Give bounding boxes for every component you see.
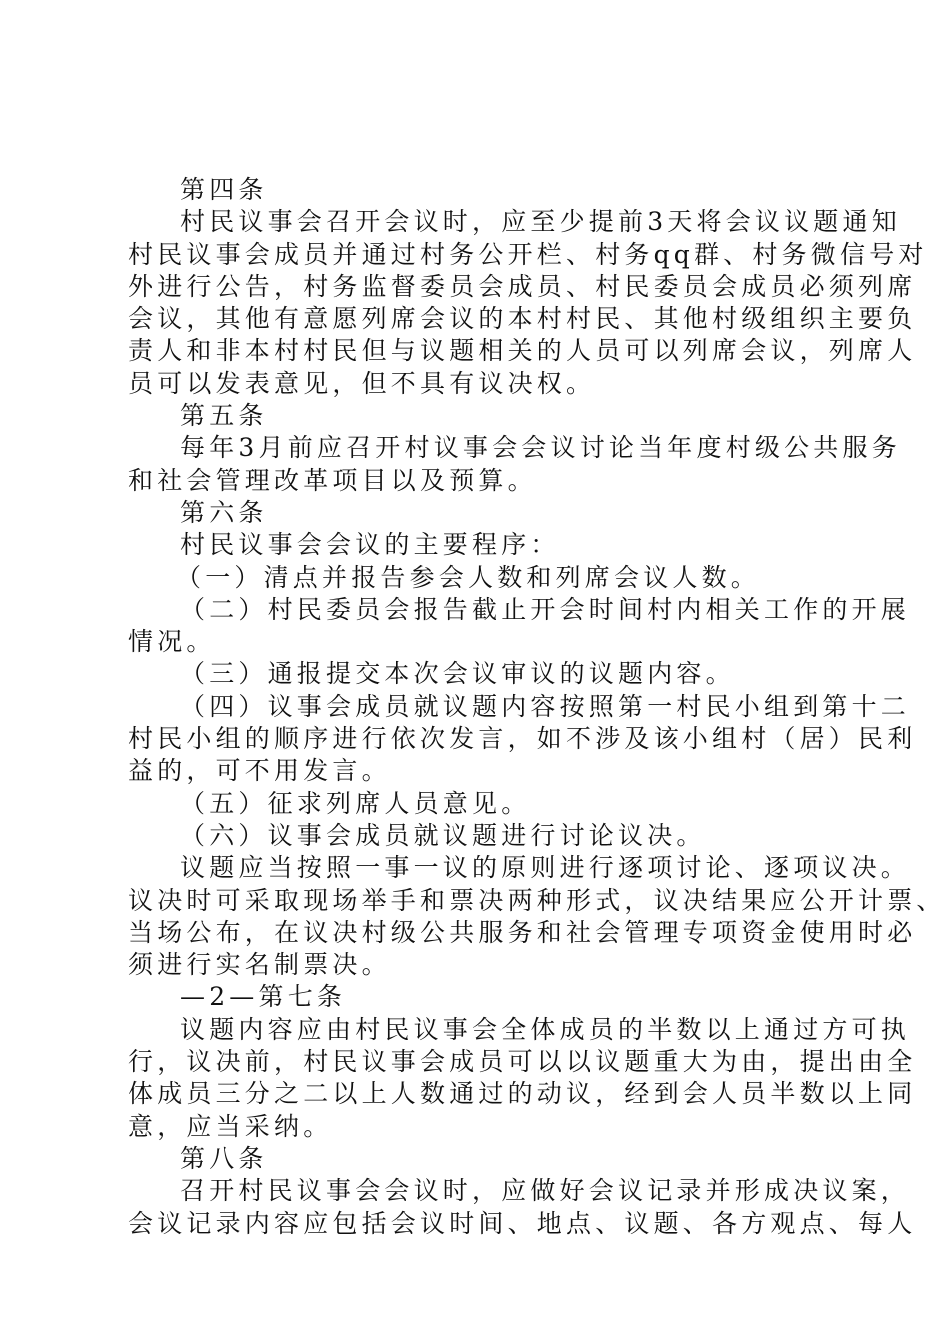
paragraph-line: 会议记录内容应包括会议时间、地点、议题、各方观点、每人	[128, 1208, 917, 1238]
paragraph-line: 外进行公告，村务监督委员会成员、村民委员会成员必须列席	[128, 271, 917, 301]
paragraph-line: 和社会管理改革项目以及预算。	[128, 465, 537, 495]
paragraph-line: 会议，其他有意愿列席会议的本村村民、其他村级组织主要负	[128, 304, 917, 334]
procedure-item-line: 村民小组的顺序进行依次发言，如不涉及该小组村（居）民利	[128, 724, 917, 754]
article-heading: —2—第七条	[180, 982, 347, 1012]
procedure-item-line: 益的，可不用发言。	[128, 756, 391, 786]
procedure-item-line: （一）清点并报告参会人数和列席会议人数。	[176, 562, 761, 592]
procedure-item-line: （四）议事会成员就议题内容按照第一村民小组到第十二	[180, 691, 911, 721]
paragraph-line: 当场公布，在议决村级公共服务和社会管理专项资金使用时必	[128, 917, 917, 947]
paragraph-line: 责人和非本村村民但与议题相关的人员可以列席会议，列席人	[128, 336, 917, 366]
procedure-item-line: （五）征求列席人员意见。	[180, 788, 531, 818]
paragraph-line: 须进行实名制票决。	[128, 950, 391, 980]
article-heading: 第四条	[180, 175, 268, 204]
article-heading: 第五条	[180, 401, 268, 431]
paragraph-line: 议决时可采取现场举手和票决两种形式，议决结果应公开计票、	[128, 885, 946, 915]
procedure-item-line: （六）议事会成员就议题进行讨论议决。	[180, 820, 706, 850]
paragraph-line: 议题内容应由村民议事会全体成员的半数以上通过方可执	[180, 1014, 911, 1044]
paragraph-line: 议题应当按照一事一议的原则进行逐项讨论、逐项议决。	[180, 853, 911, 883]
procedure-item-line: （二）村民委员会报告截止开会时间村内相关工作的开展	[180, 594, 911, 624]
paragraph-line: 村民议事会召开会议时，应至少提前3天将会议议题通知	[180, 207, 901, 237]
paragraph-line: 村民议事会成员并通过村务公开栏、村务qq群、村务微信号对	[128, 239, 928, 269]
article-heading: 第八条	[180, 1143, 268, 1173]
procedure-item-line: 情况。	[128, 627, 216, 657]
article-heading: 第六条	[180, 497, 268, 527]
document-page	[128, 174, 946, 1240]
paragraph-line: 村民议事会会议的主要程序：	[180, 530, 560, 560]
paragraph-line: 行，议决前，村民议事会成员可以以议题重大为由，提出由全	[128, 1047, 917, 1077]
paragraph-line: 意，应当采纳。	[128, 1111, 333, 1141]
paragraph-line: 召开村民议事会会议时，应做好会议记录并形成决议案，	[180, 1176, 911, 1206]
paragraph-line: 体成员三分之二以上人数通过的动议，经到会人员半数以上同	[128, 1079, 917, 1109]
paragraph-line: 员可以发表意见，但不具有议决权。	[128, 368, 596, 398]
procedure-item-line: （三）通报提交本次会议审议的议题内容。	[180, 659, 735, 689]
paragraph-line: 每年3月前应召开村议事会会议讨论当年度村级公共服务	[180, 433, 901, 463]
